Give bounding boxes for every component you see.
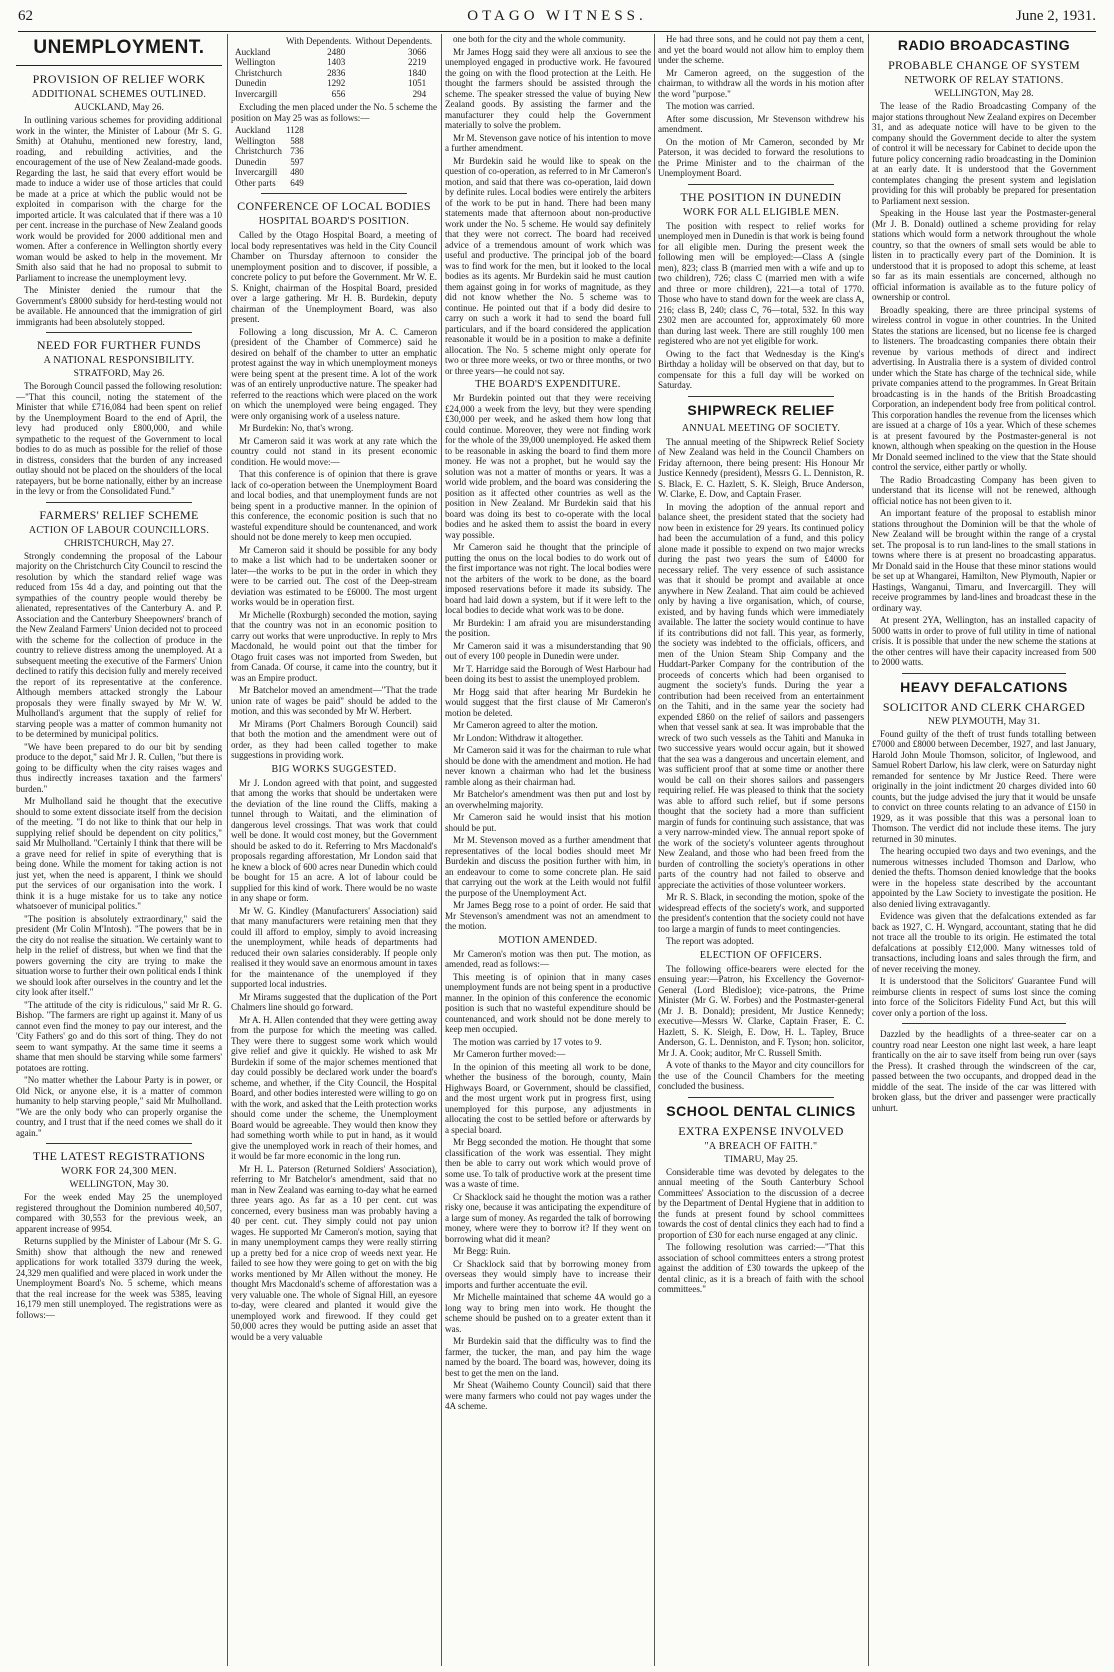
article-paragraph: Mr J. London agreed with that point, and suggested that among the works that should be undertaken were the deviation of the line round the Cliffs, making a tunnel through to Waitati, and the elimination of dangerous level crossings. That was work that could well be done. It would cost money, but the Government should be asked to do it. Referring to Mrs Macdonald's proposals regarding afforestation, Mr London said that he knew a block of 600 acres near Dunedin which could be bought for 15 an acre. A lot of labour could be supplied for this kind of work. There would be no waste in any shape or form.: [231, 777, 437, 903]
radio-broadcasting-headline: RADIO BROADCASTING: [897, 37, 1071, 53]
divider: [46, 502, 192, 503]
big-works-subheading: BIG WORKS SUGGESTED.: [271, 763, 397, 775]
article-paragraph: The following office-bearers were elected for the ensuing year:—Patron, his Excellency the Governor-General (Lord Bledisloe); vice-patrons, the Prime Minister (Mr G. W. Forbes) and the Postmaster-general (Mr J. B. Donald); president, Mr Justice Kennedy; executive—Messrs W. Clarke, Captain Fraser, E. C. Hazlett, S. K. Sleigh, E. Dow, H. L. Tapley, Bruce Anderson, G. L. Denniston, and F. Tyson; hon. solicitor, Mr J. A. Cook; auditor, Mr C. Russell Smith.: [658, 963, 864, 1058]
article-paragraph: "We have been prepared to do our bit by sending produce to the depot," said Mr J. R. Cullen, "but there is going to be difficulty when the city raises wages and thus indirectly increases taxation and the farmers' burden.": [16, 741, 222, 794]
article-paragraph: Mr Begg: Ruin.: [453, 1246, 511, 1256]
article-paragraph: On the motion of Mr Cameron, seconded by Mr Paterson, it was decided to forward the resolutions to the Prime Minister and to the chairman of the Unemployment Board.: [658, 136, 864, 178]
column-divider: [868, 34, 869, 1666]
article-paragraph: Cr Shacklock said that by borrowing money from overseas they would simply have to increase their imports and further accentuate the evil.: [445, 1258, 651, 1290]
article-paragraph: The Minister denied the rumour that the Government's £8000 subsidy for herd-testing would not be available. He announced that the immigration of girl immigrants had been absolutely stopped.: [16, 285, 222, 327]
article-paragraph: Mr James Hogg said they were all anxious to see the unemployed engaged in productive work. He favoured the going on with the flood protection at the Leith. He thought the farmers should be assisted through the scheme. The speaker stressed the value of buying New Zealand goods. By assisting the farmer and the manufacturer they could help the Government materially to solve the problem.: [445, 46, 651, 130]
unemployment-headline: UNEMPLOYMENT.: [33, 37, 205, 58]
dateline: AUCKLAND, May 26.: [74, 103, 164, 113]
article-paragraph: Mr Michelle (Roxburgh) seconded the motion, saying that the country was not in an economic position to carry out works that were unproductive. In reply to Mrs Macdonald, he would point out that the timber for Otago fruit cases was not imported from Sweden, but from Canada. Of course, it came into the country, but it was an Empire product.: [231, 609, 437, 683]
divider: [902, 1023, 1066, 1024]
article-paragraph: He had three sons, and he could not pay them a cent, and yet the board would not allow him to employ them under the scheme.: [658, 34, 864, 65]
article-paragraph: That this conference is of opinion that there is grave lack of co-operation between the Unemployment Board and local bodies, and that unemployment funds are not being spent in a productive manner. In the opinion of this conference, the economic position is such that no wasteful expenditure should be countenanced, and work should not be done merely to keep men occupied.: [231, 469, 437, 542]
article-paragraph: Strongly condemning the proposal of the Labour majority on the Christchurch City Council to rescind the resolution by which the standard relief wage was reduced from 15s 4d a day, and pointing out that the sympathies of the country people would thereby be alienated, representatives of the Canterbury A. and P. Association and the Canterbury Sheepowners' branch of the New Zealand Farmers' Union decided not to proceed with the scheme for the collection of produce in the country to relieve distress among the unemployed. At a subsequent meeting the executive of the Farmers' Union declined to ratify this decision fully and merely received the report of its representative at the conference. Although members attacked strongly the Labour proposals they were finally swayed by Mr W. W. Mulholland's argument that the supply of relief for starving people was a matter of common humanity not to be determined by municipal politics.: [16, 550, 222, 739]
divider: [46, 332, 192, 333]
article-paragraph: Mr Burdekin said that the difficulty was to find the farmer, the tucker, the man, and pay him the wage named by the board. The board was, however, doing its best to get the men on the land.: [445, 1336, 651, 1378]
dateline: CHRISTCHURCH, May 27.: [64, 538, 174, 549]
paper-name: OTAGO WITNESS.: [467, 8, 647, 24]
article-paragraph: Mr W. G. Kindley (Manufacturers' Association) said that many manufacturers were retaining men that they could ill afford to employ, simply to avoid increasing the unemployment, while heads of departments had reduced their own salaries considerably. If people only realised it they would save an enormous amount in taxes for the maintenance of the unemployed if they supported local industries.: [231, 905, 437, 989]
motion-amended-subheading: MOTION AMENDED.: [498, 934, 598, 946]
article-paragraph: Mr Cameron said he would insist that his motion should be put.: [445, 812, 651, 833]
article-paragraph: The motion was carried.: [666, 101, 755, 111]
work-for-men-subheading: WORK FOR 24,300 MEN.: [61, 1166, 177, 1177]
breach-of-faith-subheading: "A BREACH OF FAITH.": [704, 1140, 818, 1152]
table-row: Dunedin 1292 1051: [235, 78, 427, 88]
article-paragraph: Mr Mirams (Port Chalmers Borough Council) said that both the motion and the amendment were out of order, as they had been called together to make suggestions in providing work.: [231, 718, 437, 760]
article-paragraph: In moving the adoption of the annual report and balance sheet, the president stated that the society had now been in existence for 29 years. Its continued policy had been the accumulation of a fund, and this policy alone made it possible to expend on two major wrecks during the past two years the sum of £4000 for necessary relief. The very essence of such assistance was that it should be prompt and available at once anywhere in New Zealand. That aim could be achieved only by having a live organisation, which, of course, existed, and by having funds which were immediately available. The latter the society would continue to have if its contributions did not fall. This year, as formerly, the society was indebted to the officials, officers, and men of the Union Steam Ship Company and the Huddart-Parker Company for the contribution of the proceeds of concerts which had been organised to augment the society's funds. During the year a contribution had been received from an entertainment on the Tahiti, and in the same year the society had expended £860 on the relief of sailors and passengers when that vessel sank at sea. It was improbable that the wreck of two such vessels as the Tahiti and Manuka in two successive years would occur again, but it showed that the sea was a dangerous and uncertain element, and was sufficient proof that at some time or another there would be call on their shores sailors and passengers requiring relief. He was pleased to think that the society was able to afford such relief, but if some persons thought that the society had a more than sufficient margin of funds for continuing such assistance, that was a very narrow-minded view. The annual report spoke of the work of the society's volunteer agents throughout New Zealand, and those who had been freed from the burden of controlling the society's operations in other parts of the country had not failed to observe and appreciate the activities of those volunteer workers.: [658, 501, 864, 890]
article-paragraph: Mr Batchelor moved an amendment—"That the trade union rate of wages be paid" should be added to the motion, and this was seconded by Mr W. Herbert.: [231, 685, 437, 716]
column-1: [16, 34, 222, 1666]
article-paragraph: The Radio Broadcasting Company has been given to understand that its license will not be renewed, although official notice has not been given to it.: [872, 474, 1096, 506]
column-divider: [654, 34, 655, 1666]
article-paragraph: Mr Burdekin pointed out that they were receiving £24,000 a week from the levy, but they were spending £30,000 per week, and he asked them how long that could continue. Moreover, they were not finding work for the whole of the 39,000 unemployed. He asked them to be reasonable in asking the board to find them more money. He was not a prophet, but he would say the solution was not a matter of months or years. It was a world wide problem, and the board was considering the position as it affected other countries as well as the position in New Zealand. Mr Burdekin said that his board was doing its best to co-operate with the local bodies and he asked them to assist the board in every way possible.: [445, 393, 651, 540]
article-paragraph: In outlining various schemes for providing additional work in the winter, the Minister of Labour (Mr S. G. Smith) at Otahuhu, mentioned new forestry, land, roading, and rebuilding activities, and the encouragement of the use of New Zealand-made goods. Regarding the last, he said that every effort would be made to induce a wider use of those articles that could be made at a price at which the public would not be exploited in comparison with the charge for the imported article. It was calculated that if there was a 10 per cent. increase in the purchase of New Zealand goods work would be provided for 2000 additional men and women. After a conference in Wellington shortly every woman would be asked to help in the movement. Mr Smith also said that he had no proposal to submit to Parliament to increase the unemployment levy.: [16, 115, 222, 283]
article-paragraph: The annual meeting of the Shipwreck Relief Society of New Zealand was held in the Council Chambers on Friday afternoon, there being present: His Honour Mr Justice Kennedy (president), Messrs G. L. Denniston, R. S. Black, E. C. Hazlett, S. K. Sleigh, Bruce Anderson, W. Clarke, E. Dow, and Captain Fraser.: [658, 436, 864, 499]
article-paragraph: one both for the city and the whole community.: [453, 34, 626, 44]
dateline: TIMARU, May 25.: [724, 1154, 798, 1165]
article-paragraph: Mr Mirams suggested that the duplication of the Port Chalmers line should go forward.: [231, 991, 437, 1012]
heavy-defalcations-headline: HEAVY DEFALCATIONS: [900, 678, 1068, 695]
additional-schemes-subheading: ADDITIONAL SCHEMES OUTLINED.: [31, 89, 207, 100]
article-paragraph: Broadly speaking, there are three principal systems of wireless control in vogue in other countries. In the United States the stations are licensed, but no license fee is charged to listeners. The broadcasting companies there obtain their revenue by various methods of direct and indirect advertising. In Australia there is a system of divided control under which the State has charge of the technical side, while private companies attend to the programmes. In Great Britain broadcasting is in the hands of the British Broadcasting Corporation, an independent body free from political control. This corporation handles the revenue from the licenses which are issued at a charge of 10s a year. Which of these schemes is at present favoured by the Postmaster-general is not known, although when speaking on the question in the House Mr Donald seemed inclined to the view that the State should control the service, either partly or wholly.: [872, 304, 1096, 472]
article-paragraph: Mr London: Withdraw it altogether.: [453, 732, 584, 743]
divider: [902, 673, 1066, 674]
table-header: With Dependents.: [285, 36, 352, 46]
article-paragraph: This meeting is of opinion that in many cases unemployment funds are not being spent in a productive manner. In the opinion of this conference the economic position is such that no wasteful expenditure should be countenanced, and work should not be done merely to keep men occupied.: [445, 971, 651, 1034]
shipwreck-relief-headline: SHIPWRECK RELIEF: [687, 401, 835, 418]
article-paragraph: Mr Cameron further moved:—: [453, 1049, 566, 1059]
issue-date: June 2, 1931.: [1016, 8, 1096, 24]
article-paragraph: A vote of thanks to the Mayor and city councillors for the use of the Council Chambers for the meeting concluded the business.: [658, 1060, 864, 1091]
article-paragraph: The report was adopted.: [666, 936, 754, 946]
registrations-table: [235, 36, 436, 99]
table-row: Dunedin 597: [235, 156, 304, 167]
election-subheading: ELECTION OF OFFICERS.: [699, 949, 823, 961]
board-expenditure-subheading: THE BOARD'S EXPENDITURE.: [475, 379, 621, 390]
article-paragraph: Mr M. Stevenson gave notice of his intention to move a further amendment.: [445, 132, 651, 153]
article-paragraph: Cr Shacklock said he thought the motion was a rather risky one, because it was anticipating the expenditure of a large sum of money. As regarded the talk of borrowing money, where were they to borrow it? If they went on borrowing what did it mean?: [445, 1191, 651, 1244]
article-paragraph: Excluding the men placed under the No. 5 scheme the position on May 25 was as follows:—: [231, 102, 437, 123]
article-paragraph: Found guilty of the theft of trust funds totalling between £7000 and £8000 between December, 1927, and last January, Harold John Moule Thomson, solicitor, of Inglewood, and Samuel Robert Darlow, his law clerk, were on Saturday night remanded for sentence by Mr Justice Reed. There were originally in the joint indictment 20 charges divided into 60 counts, but the judge advised the jury that it would be unsafe to convict on three counts relating to an advance of £150 in 1929, as it was possible that this was a personal loan to Thomson. The verdict did not include these items. The jury returned in 30 minutes.: [872, 728, 1096, 844]
page-number: 62: [18, 8, 33, 24]
table-row: Christchurch 736: [235, 146, 304, 156]
column-4: [658, 34, 864, 1666]
column-5: [872, 34, 1096, 1666]
table-row: Invercargill 480: [235, 167, 304, 177]
solicitor-clerk-heading: SOLICITOR AND CLERK CHARGED: [882, 699, 1086, 714]
article-paragraph: Following a long discussion, Mr A. C. Cameron (president of the Chamber of Commerce) said he desired on behalf of the chamber to utter an emphatic protest against the way in which unemployment moneys were being spent at the present time. A lot of the work was of an entirely unproductive nature. The speaker had referred to the reactions which were placed on the work on which the unemployed were being engaged. They were only organising work of a useless nature.: [231, 326, 437, 421]
article-paragraph: "No matter whether the Labour Party is in power, or Old Nick, or anyone else, it is a matter of common humanity to help starving people," said Mr Mulholland. "We are the only body who can properly organise the country, and I trust that if the need comes we shall do it again.": [16, 1075, 222, 1138]
divider: [261, 193, 407, 194]
article-paragraph: Mr Cameron said it was a misunderstanding that 90 out of every 100 people in Dunedin were under.: [445, 640, 651, 661]
national-responsibility-subheading: A NATIONAL RESPONSIBILITY.: [43, 355, 195, 366]
column-3: [445, 34, 651, 1666]
article-paragraph: Mr Hogg said that after hearing Mr Burdekin he would suggest that the first clause of Mr Cameron's motion be deleted.: [445, 686, 651, 718]
extra-expense-heading: EXTRA EXPENSE INVOLVED: [678, 1123, 844, 1138]
article-paragraph: The Borough Council passed the following resolution:—"That this council, noting the statement of the Minister that while £716,084 had been spent on relief by the Unemployment Board to the end of April, the levy had produced only £800,000, and while sympathetic to the request of the Government to local bodies to do as much as possible for the relief of those in distress, considers that the burden of any increased outlay should not be placed on the shoulders of the local ratepayers, but be borne nationally, either by an increase in the levy or from the Consolidated Fund.": [16, 381, 222, 496]
further-funds-heading: NEED FOR FURTHER FUNDS: [36, 338, 202, 352]
table-row: Wellington 588: [235, 135, 304, 146]
column-divider: [441, 34, 442, 1666]
article-paragraph: Considerable time was devoted by delegates to the annual meeting of the South Canterbury School Committees' Association to the discussion of a decree by the Department of Dental Hygiene that in addition to the funds at present found by school committees towards the cost of dental clinics they each had to find a proportion of £30 for each nurse engaged at any clinic.: [658, 1166, 864, 1240]
relief-work-heading: PROVISION OF RELIEF WORK: [32, 72, 206, 86]
article-paragraph: Mr Cameron agreed to alter the motion.: [453, 720, 598, 730]
article-paragraph: Mr Burdekin said he would like to speak on the question of co-operation, as referred to in Mr Cameron's motion, and said that there was co-operation, laid down by definite rules. Local bodies were entirely the arbiters of the work to be put in hand. There had been many statements made that afternoon about non-productive work under the No. 5 scheme. He would say definitely that they were not correct. The board had received advice of a tremendous amount of work which was useful and productive. The principal job of the board was to find work for the men, but it looked to the local bodies as its agents. Mr Burdekin said he must caution them against going in for works of magnitude, as they did not know whether the No. 5 scheme was to continue. He pointed out that if a body did desire to carry on such a work it had to send the board full particulars, and if the board considered the application reasonable it would be in a position to make a definite allocation. The No. 5 scheme might only operate for two or three more weeks, or two or three months, or two or three years—he could not say.: [445, 155, 651, 376]
article-paragraph: It is understood that the Solicitors' Guarantee Fund will reimburse clients in respect of sums lost since the coming into force of the Solicitors Fidelity Fund Act, but this will cover only a portion of the loss.: [872, 976, 1096, 1018]
column-divider: [227, 34, 228, 1666]
masthead-rule: [18, 31, 1096, 32]
article-paragraph: Mr Cameron said it was for the chairman to rule what should be done with the amendment and motion. He had never known a chairman who had let the business ramble along as their chairman had.: [445, 745, 651, 787]
article-paragraph: "The position is absolutely extraordinary," said the president (Mr Colin M'Intosh). "The powers that be in the city do not realise the situation. We certainly want to help in the relief of distress, but when we find that the powers governing the city are trying to make the situation worse to further their own political ends I think we should look after ourselves in the country and let the city look after itself.": [16, 913, 222, 997]
position-table: [235, 125, 314, 188]
article-paragraph: At present 2YA, Wellington, has an installed capacity of 5000 watts in order to prove of full utility in time of national crisis. It is possible that under the new scheme the stations at the other centres will have their capacity increased from 500 to 2000 watts.: [872, 615, 1096, 667]
farmers-relief-heading: FARMERS' RELIEF SCHEME: [39, 507, 199, 522]
dateline: WELLINGTON, May 28.: [934, 89, 1034, 99]
article-paragraph: Mr Cameron's motion was then put. The motion, as amended, read as follows:—: [445, 948, 651, 969]
article-paragraph: An important feature of the proposal to establish minor stations throughout the Dominion will be that the whole of New Zealand will be brought within the range of a crystal set. The proposal is to run land-lines to the small stations in towns where there is at present no broadcasting apparatus. Mr Donald said in the House that these minor stations would be set up at Whangarei, Hamilton, New Plymouth, Napier or Hastings, Wanganui, Timaru, and Invercargill. They will receive programmes by land-lines and broadcast these in the ordinary way.: [872, 508, 1096, 613]
masthead: [18, 8, 1096, 30]
article-paragraph: The position with respect to relief works for unemployed men in Dunedin is that work is being found for all eligible men. During the present week the following men will be employed:—Class A (single men), 823; class B (married men with a wife and up to two children), 726; class C (married men with a wife and three or more children), 221—a total of 1770. Those who have to stand down for the week are class A, 216; class B, 240; class C, 76—total, 532. In this way 2302 men are accounted for, approximately 60 more than during last week. There are still roughly 100 men registered who are not yet eligible for work.: [658, 220, 864, 346]
annual-meeting-subheading: ANNUAL MEETING OF SOCIETY.: [681, 422, 841, 434]
registrations-heading: THE LATEST REGISTRATIONS: [32, 1149, 206, 1163]
article-paragraph: After some discussion, Mr Stevenson withdrew his amendment.: [658, 113, 864, 134]
dateline: NEW PLYMOUTH, May 31.: [927, 716, 1041, 727]
article-paragraph: "The attitude of the city is ridiculous," said Mr R. G. Bishop. "The farmers are right up against it. Many of us cannot even find the money to pay our interest, and the 'City Fathers' go and do this sort of thing. They do not seem to want sympathy. At the same time it seems a shame that men should be starving while some farmers' potatoes are rotting.: [16, 999, 222, 1073]
article-paragraph: The following resolution was carried:—"That this association of school committees enters a strong protest against the addition of £30 towards the upkeep of the dental clinic, as it is a breach of faith with the school committees.": [658, 1242, 864, 1294]
article-paragraph: Mr H. L. Paterson (Returned Soldiers' Association), referring to Mr Batchelor's amendment, said that no man in New Zealand was earning to-day what he earned three years ago. As far as a 10 per cent. cut was concerned, every business man was probably having a 40 per cent. cut. They simply could not pay union wages. He supported Mr Cameron's motion, saying that in many unemployment camps they were really stirring up a pretty bed for a nice crop of weeds next year. He failed to see how they were going to get on with the big works mentioned by Mr Allen without the money. He thought Mrs Macdonald's scheme of afforestation was a very valuable one. The whole of Signal Hill, an eyesore to-day, were cleared and planted it would give the unemployed work and firewood. If they could get 50,000 acres they would be putting aside an asset that would be a very valuable: [231, 1163, 437, 1342]
table-row: Wellington 1403 2219: [235, 57, 427, 67]
dateline: STRATFORD, May 26.: [73, 369, 165, 379]
article-paragraph: Mr Sheat (Waihemo County Council) said that there were many farmers who could not pay wages under the 4A scheme.: [445, 1380, 651, 1411]
article-paragraph: Evidence was given that the defalcations extended as far back as 1927, C. H. Wyngard, accountant, stating that he did not trace all the trouble to its origin. He estimated the total defalcations at possibly £12,000. Many witnesses told of transactions, including loans and sales through the firm, and of never receiving the money.: [872, 911, 1096, 974]
probable-change-heading: PROBABLE CHANGE OF SYSTEM: [888, 58, 1080, 72]
conference-heading: CONFERENCE OF LOCAL BODIES: [237, 199, 431, 213]
dental-clinics-headline: SCHOOL DENTAL CLINICS: [666, 1102, 856, 1119]
article-paragraph: Mr M. Stevenson moved as a further amendment that representatives of the local bodies should meet Mr Burdekin and discuss the position further with him, in an endeavour to come to some concrete plan. He said that carrying out the work at the Leith would not fulfil the purpose of the Unemployment Act.: [445, 835, 651, 898]
article-paragraph: Mr Cameron said it was work at any rate which the country could not stand in its present economic condition. He would move:—: [231, 435, 437, 467]
article-paragraph: Returns supplied by the Minister of Labour (Mr S. G. Smith) show that although the new and renewed applications for work totalled 3379 during the week, 24,329 men qualified and were placed in work under the Unemployment Board's No. 5 scheme, which means that the real increase for the week was 5385, leaving 16,179 men still unemployed. The registrations were as follows:—: [16, 1236, 222, 1320]
article-paragraph: Dazzled by the headlights of a three-seater car on a country road near Leeston one night last week, a hare leapt frantically on the air to save itself from being run over (says the Press). It crashed through the windscreen of the car, passed between the two occupants, and dropped dead in the middle of the seat. The inside of the car was littered with broken glass, but the driver and passenger were practically unhurt.: [872, 1029, 1096, 1113]
divider: [46, 1143, 192, 1144]
article-paragraph: Mr A. H. Allen contended that they were getting away from the purpose for which the meeting was called. They were there to suggest some work which would give relief and give it quickly. He wished to ask Mr Burdekin if some of the major schemes mentioned that day could possibly be declared work under the board's scheme, and whether, if the City Council, the Hospital Board, and other bodies interested were willing to go on with the work, and asked that the Leith protection works should come under the scheme, the Unemployment Board would be agreeable. They would then know they had something worth while to put in hand, as it would give the unemployed work in reach of their homes, and it would be far more economic in the long run.: [231, 1014, 437, 1161]
table-row: Auckland 2480 3066: [235, 46, 427, 57]
divider: [16, 65, 222, 66]
article-paragraph: Called by the Otago Hospital Board, a meeting of local body representatives was held in the City Council Chamber on Thursday afternoon to consider the unemployment position and to discover, if possible, a concrete policy to put before the Government. Mr W. E. S. Knight, chairman of the Hospital Board, presided over a large gathering. Mr H. B. Burdekin, deputy chairman of the Unemployment Board, was also present.: [231, 230, 437, 324]
article-paragraph: Mr Cameron agreed, on the suggestion of the chairman, to withdraw all the words in his motion after the word "purpose.": [658, 67, 864, 99]
article-paragraph: Mr Cameron said it should be possible for any body to make a list which had to be undertaken sooner or later—the works to be put in the order in which they were to be carried out. The cost of the Deep-stream deviation was estimated to be £6000. The most urgent works would be in operation first.: [231, 544, 437, 607]
article-paragraph: Owing to the fact that Wednesday is the King's Birthday a holiday will be observed on that day, but to compensate for this a full day will be worked on Saturday.: [658, 348, 864, 390]
article-paragraph: Mr T. Harridge said the Borough of West Harbour had been doing its best to assist the unemployed problem.: [445, 663, 651, 684]
relay-stations-subheading: NETWORK OF RELAY STATIONS.: [904, 75, 1064, 86]
article-paragraph: The lease of the Radio Broadcasting Company of the major stations throughout New Zealand expires on December 31, and as adequate notice will have to be given to the company should the Government decide to alter the system of control it will be necessary for Cabinet to decide upon the future policy concerning radio broadcasting in the Dominion at an early date. It is understood that the Government contemplates changing the present system and legislation providing for this will probably be prepared for presentation to Parliament next session.: [872, 101, 1096, 206]
article-paragraph: Mr Burdekin: No, that's wrong.: [239, 423, 354, 433]
divider: [688, 1097, 834, 1098]
eligible-men-subheading: WORK FOR ALL ELIGIBLE MEN.: [682, 206, 840, 218]
hospital-board-subheading: HOSPITAL BOARD'S POSITION.: [258, 216, 410, 227]
article-paragraph: Mr James Begg rose to a point of order. He said that Mr Stevenson's amendment was not an amendment to the motion.: [445, 900, 651, 931]
table-row: Auckland 1128: [235, 125, 304, 135]
labour-councillors-subheading: ACTION OF LABOUR COUNCILLORS.: [28, 524, 210, 536]
article-paragraph: For the week ended May 25 the unemployed registered throughout the Dominion numbered 40,507, compared with 30,553 for the previous week, an apparent increase of 9954.: [16, 1192, 222, 1234]
article-paragraph: The motion was carried by 17 votes to 9.: [453, 1036, 602, 1047]
article-paragraph: In the opinion of this meeting all work to be done, whether the business of the borough, county, Main Highways Board, or Government, should be classified, and the most urgent work put in progress first, using unemployed for this purpose, any adjustments in allocating the cost to be settled before or afterwards by a special board.: [445, 1061, 651, 1135]
article-paragraph: Mr Batchelor's amendment was then put and lost by an overwhelming majority.: [445, 789, 651, 810]
article-paragraph: Mr Mulholland said he thought that the executive should to some extent dissociate itself from the decision of the meeting. "I do not like to think that our help in supplying relief should be dependent on city politics," said Mr Mulholland. "Certainly I think that there will be a grave need for relief in spite of everything that is being done. While the moment for taking action is not just yet, when the need is apparent, I think we should put the services of our organisation into the work. I think it is a huge mistake for us to take any notice whatsoever of municipal politics.": [16, 796, 222, 911]
article-paragraph: The hearing occupied two days and two evenings, and the numerous witnesses included Thomson and Darlow, who denied the thefts. Thomson denied knowledge that the books were in the hopeless state described by the accountant appointed by the Law Society to investigate the position. He also denied living extravagantly.: [872, 846, 1096, 909]
table-header: Without Dependents.: [355, 36, 433, 46]
divider: [688, 396, 834, 397]
position-dunedin-heading: THE POSITION IN DUNEDIN: [680, 189, 842, 204]
divider: [688, 184, 834, 185]
article-paragraph: Speaking in the House last year the Postmaster-general (Mr J. B. Donald) outlined a scheme providing for relay stations which would form a network throughout the whole country, so that the owners of small sets would be able to listen in to practically every part of the Dominion. It is understood that it is proposed to adopt this scheme, at least so far as its main essentials are concerned, although no official information is available as to the future policy of ownership or control.: [872, 208, 1096, 302]
column-2: [231, 34, 437, 1666]
article-paragraph: Mr Burdekin: I am afraid you are misunderstanding the position.: [445, 617, 651, 638]
table-row: Other parts 649: [235, 177, 304, 188]
table-row: Christchurch 2836 1840: [235, 67, 427, 78]
article-paragraph: Mr Cameron said he thought that the principle of putting the onus on the local bodies to do work out of the first importance was not right. The local bodies were not the arbiters of the work to be done, as the board imposed reservations before it made its subsidy. The board had laid down a system, but if it were left to the local bodies to decide what work was to be done.: [445, 542, 651, 615]
table-row: Invercargill 656 294: [235, 88, 427, 99]
article-paragraph: Mr R. S. Black, in seconding the motion, spoke of the widespread effects of the society's work, and supported the president's contention that the society could not have too large a margin of funds to meet contingencies.: [658, 892, 864, 934]
dateline: WELLINGTON, May 30.: [69, 1180, 169, 1190]
article-paragraph: Mr Michelle maintained that scheme 4A would go a long way to bring men into work. He thought the scheme should be pushed on to a greater extent than it was.: [445, 1292, 651, 1334]
article-paragraph: Mr Begg seconded the motion. He thought that some classification of the work was essential. They might then be able to carry out work which would prove of some use. To talk of productive work at the present time was a waste of time.: [445, 1137, 651, 1189]
